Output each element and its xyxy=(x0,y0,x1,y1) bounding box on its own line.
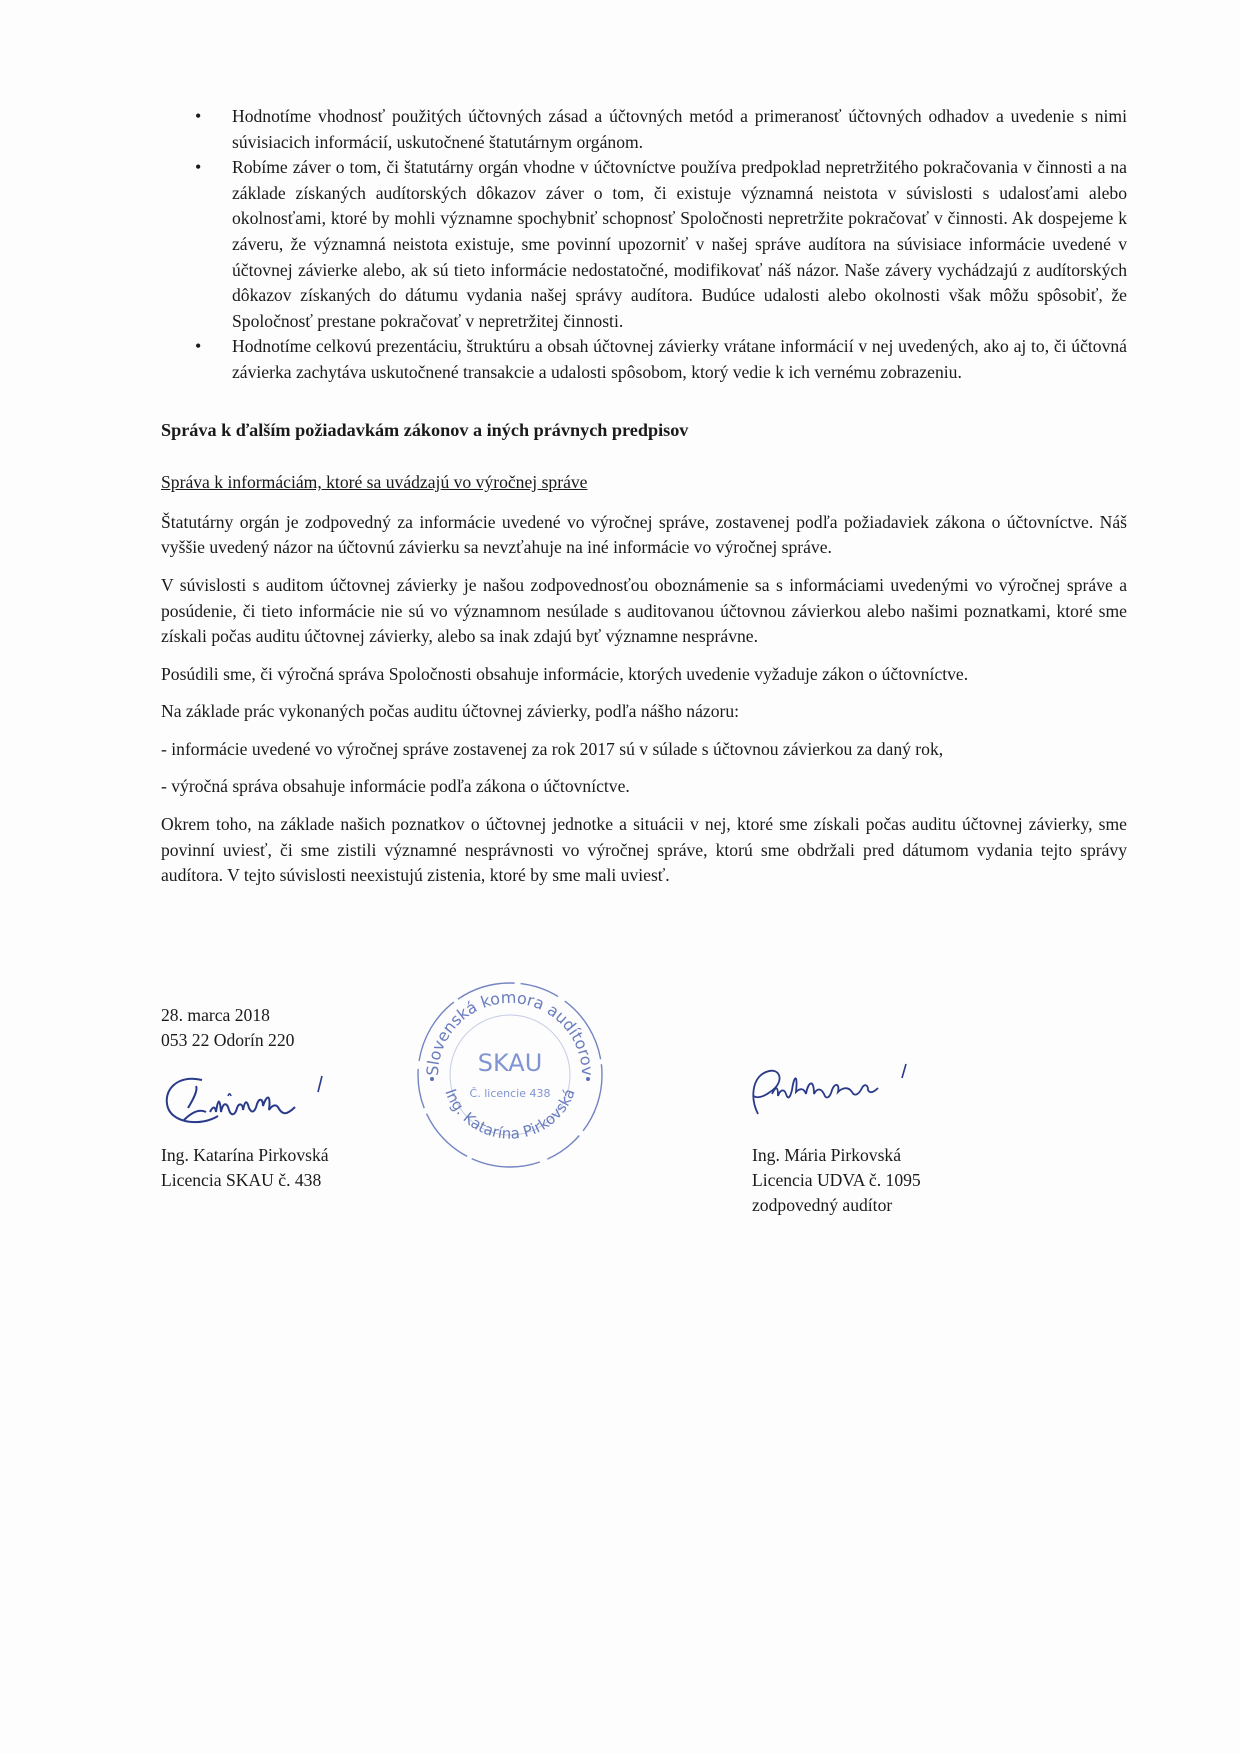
paragraph: Štatutárny orgán je zodpovedný za informácie uvedené vo výročnej správe, zostavenej podľa požiadaviek zákona o účtovníctve. Náš vyššie uvedený názor na účtovnú závierku sa nevzťahuje na iné informácie vo výročnej správe. xyxy=(161,511,1127,558)
paragraph: Na základe prác vykonaných počas auditu účtovnej závierky, podľa nášho názoru: xyxy=(161,701,740,722)
signatory-left-license: Licencia SKAU č. 438 xyxy=(161,1170,322,1190)
paragraph: - informácie uvedené vo výročnej správe zostavenej za rok 2017 sú v súlade s účtovnou závierkou za daný rok, xyxy=(161,738,944,759)
audit-bullet-list xyxy=(161,104,1127,386)
bullet-item: • Robíme záver o tom, či štatutárny orgán vhodne v účtovníctve používa predpoklad nepretržitého pokračovania v činnosti a na základe získaných audítorských dôkazov záver o tom, či existuje významná neistota v súvislosti s udalosťami alebo okolnosťami, ktoré by mohli významne spochybniť schopnosť Spoločnosti nepretržite pokračovať v činnosti. Ak dospejeme k záveru, že významná neistota existuje, sme povinní upozorniť v našej správe audítora na súvisiace informácie uvedené v účtovnej závierke alebo, ak sú tieto informácie nedostatočné, modifikovať náš názor. Naše závery vychádzajú z audítorských dôkazov získaných do dátumu vydania našej správy audítora. Budúce udalosti alebo okolnosti však môžu spôsobiť, že Spoločnosť prestane pokračovať v nepretržitej činnosti. xyxy=(161,155,1127,334)
bullet-item: • Hodnotíme celkovú prezentáciu, štruktúru a obsah účtovnej závierky vrátane informácií v nej uvedených, ako aj to, či účtovná závierka zachytáva uskutočnené transakcie a udalosti spôsobom, ktorý vedie k ich vernému zobrazeniu. xyxy=(161,334,1127,385)
auditor-stamp-seal xyxy=(410,975,610,1175)
svg-text:Ing. Katarína Pirkovská: Ing. Katarína Pirkovská xyxy=(441,1086,579,1143)
paragraph: V súvislosti s auditom účtovnej závierky je našou zodpovednosťou oboznámenie sa s informáciami uvedenými vo výročnej správe a posúdenie, či tieto informácie nie sú vo významnom nesúlade s auditovanou účtovnou závierkou alebo našimi poznatkami, ktoré sme získali počas auditu účtovnej závierky, alebo sa inak zdajú byť významne nesprávne. xyxy=(161,574,1127,647)
report-body xyxy=(161,104,1127,889)
signatory-right-name: Ing. Mária Pirkovská xyxy=(752,1145,902,1165)
signature-left-image xyxy=(158,1068,328,1138)
subsection-title: Správa k informáciám, ktoré sa uvádzajú vo výročnej správe xyxy=(161,472,588,493)
signatory-right-role: zodpovedný audítor xyxy=(752,1195,893,1215)
paragraph: - výročná správa obsahuje informácie podľa zákona o účtovníctve. xyxy=(161,776,630,797)
bullet-item: • Hodnotíme vhodnosť použitých účtovných zásad a účtovných metód a primeranosť účtovných odhadov a uvedenie s nimi súvisiacich informácií, uskutočnené štatutárnym orgánom. xyxy=(161,104,1127,155)
report-place: 053 22 Odorín 220 xyxy=(161,1030,295,1050)
signatory-right-license: Licencia UDVA č. 1095 xyxy=(752,1170,921,1190)
paragraph: Okrem toho, na základe našich poznatkov o účtovnej jednotke a situácii v nej, ktoré sme získali počas auditu účtovnej závierky, sme povinní uviesť, či sme zistili významné nesprávnosti vo výročnej správe, ktorú sme obdržali pred dátumom vydania tejto správy audítora. V tejto súvislosti neexistujú zistenia, ktoré by sme mali uviesť. xyxy=(161,814,1127,886)
paragraph: Posúdili sme, či výročná správa Spoločnosti obsahuje informácie, ktorých uvedenie vyžaduje zákon o účtovníctve. xyxy=(161,663,969,684)
svg-text:Slovenská komora audítorov: Slovenská komora audítorov xyxy=(422,987,598,1077)
signatory-left-name: Ing. Katarína Pirkovská xyxy=(161,1145,329,1165)
signatory-left xyxy=(161,1143,329,1193)
svg-text:SKAU: SKAU xyxy=(477,1049,543,1077)
svg-text:Č. licencie 438: Č. licencie 438 xyxy=(469,1087,551,1100)
signatory-right xyxy=(752,1143,921,1218)
date-place-block xyxy=(161,1003,294,1053)
signature-right-image xyxy=(740,1058,930,1128)
section-title: Správa k ďalším požiadavkám zákonov a iných právnych predpisov xyxy=(161,419,689,440)
report-date: 28. marca 2018 xyxy=(161,1005,270,1025)
